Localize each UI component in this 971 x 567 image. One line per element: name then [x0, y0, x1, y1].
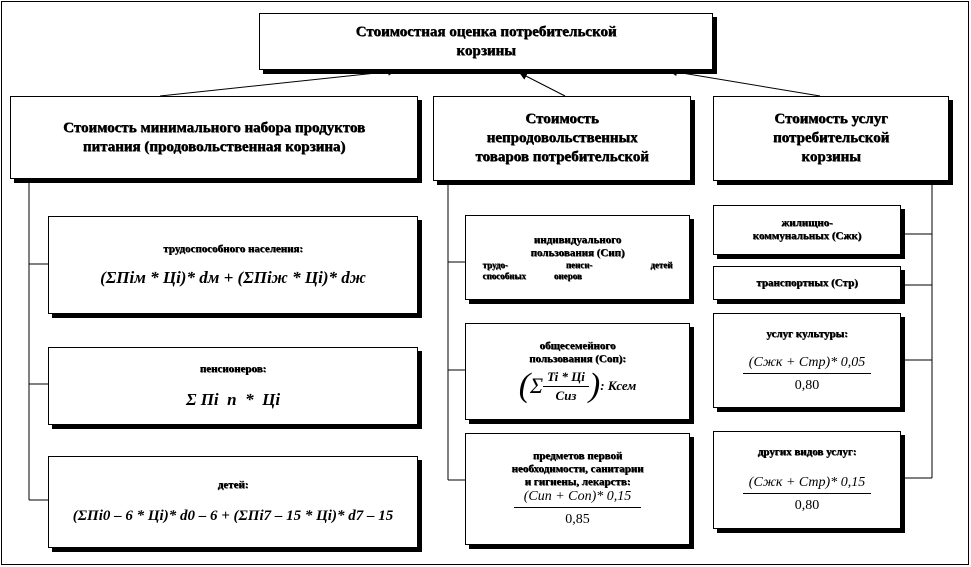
title-box	[259, 13, 713, 70]
column-services-line1: Стоимость услуг	[774, 111, 888, 127]
title-line1: Стоимостная оценка потребительской	[355, 23, 617, 40]
column-food-line1: Стоимость минимального набора продуктов	[63, 119, 365, 136]
services-housing-line2: коммунальных (Сжк)	[752, 230, 862, 242]
culture-formula	[743, 355, 871, 394]
nonfood-family-formula: ( Σ $\frac{Ti * Цi}{\text{Сиз}}$ ) : Ксем	[518, 367, 637, 404]
group-pensioners: пенси-	[565, 259, 593, 270]
food-pensioners-formula: Σ Пi п * Цi	[185, 389, 281, 409]
nonfood-essentials-line3: и гигиены, лекарств:	[524, 476, 631, 488]
services-culture-label: услуг культуры:	[766, 327, 848, 340]
arrow-middle	[520, 73, 565, 96]
group-pensioners-2: онеров	[553, 270, 582, 281]
nonfood-individual-line1: индивидуального	[533, 233, 622, 246]
food-children-box	[48, 456, 418, 548]
other-denominator: 0,80	[794, 498, 820, 513]
essentials-numerator: (Сип + Соп)* 0,15	[514, 489, 642, 508]
family-tail: : Ксем	[600, 378, 637, 393]
family-denominator: Сиз	[555, 387, 577, 403]
arrow-left	[160, 71, 395, 96]
services-culture-box	[713, 313, 901, 408]
column-services-header	[713, 96, 949, 181]
nonfood-family-box	[465, 323, 690, 420]
group-children: детей	[650, 259, 673, 270]
services-other-label: других видов услуг:	[757, 446, 857, 458]
column-nonfood-line3: товаров потребительской	[475, 149, 649, 165]
nonfood-individual-line2: пользования (Сип)	[530, 246, 625, 259]
family-numerator: Ti * Цi	[543, 369, 589, 387]
nonfood-essentials-line2: необходимости, санитарии	[511, 463, 644, 475]
essentials-formula	[514, 489, 642, 528]
group-working-2: способных	[482, 270, 526, 281]
nonfood-essentials-line1: предметов первой	[532, 450, 623, 462]
column-nonfood-header	[433, 96, 691, 181]
nonfood-family-line1: общесемейного	[539, 339, 616, 352]
services-housing-line1: жилищно-	[781, 217, 833, 229]
services-transport-label: транспортных (Стр)	[756, 276, 858, 289]
column-food-line2: питания (продовольственная корзина)	[82, 138, 346, 155]
other-numerator: (Сжк + Стр)* 0,15	[743, 475, 871, 494]
nonfood-family-line2: пользования (Соп):	[529, 352, 626, 365]
column-food-header	[10, 96, 418, 179]
food-working-formula: (ΣПiм * Цi)* dм + (ΣПiж * Цi)* dж	[100, 267, 366, 287]
group-working: трудо-	[482, 259, 508, 270]
services-other-box	[713, 431, 901, 529]
food-children-formula: (ΣПi0 – 6 * Цi)* d0 – 6 + (ΣПi7 – 15 * Цi)* d7 – 15	[72, 508, 394, 524]
food-pensioners-box	[48, 347, 418, 425]
food-working-label: трудоспособного населения:	[163, 242, 303, 255]
nonfood-individual-box	[465, 215, 690, 300]
services-transport-box	[713, 266, 901, 300]
essentials-denominator: 0,85	[565, 512, 590, 527]
nonfood-individual-groups	[483, 260, 673, 271]
nonfood-essentials-box	[465, 433, 690, 545]
culture-numerator: (Сжк + Стр)* 0,05	[743, 355, 871, 374]
other-formula	[743, 475, 871, 514]
food-children-label: детей:	[217, 479, 249, 491]
column-services-line2: потребительской	[772, 130, 890, 146]
column-services-line3: корзины	[801, 149, 861, 165]
title-line2: корзины	[456, 42, 516, 59]
column-nonfood-line1: Стоимость	[525, 111, 599, 127]
services-housing-box	[713, 205, 901, 255]
nonfood-individual-groups-2	[483, 271, 673, 282]
culture-denominator: 0,80	[794, 377, 820, 393]
column-nonfood-line2: непродовольственных	[486, 130, 638, 146]
arrow-right	[670, 71, 820, 96]
food-working-box	[48, 216, 418, 314]
food-pensioners-label: пенсионеров:	[199, 362, 267, 375]
